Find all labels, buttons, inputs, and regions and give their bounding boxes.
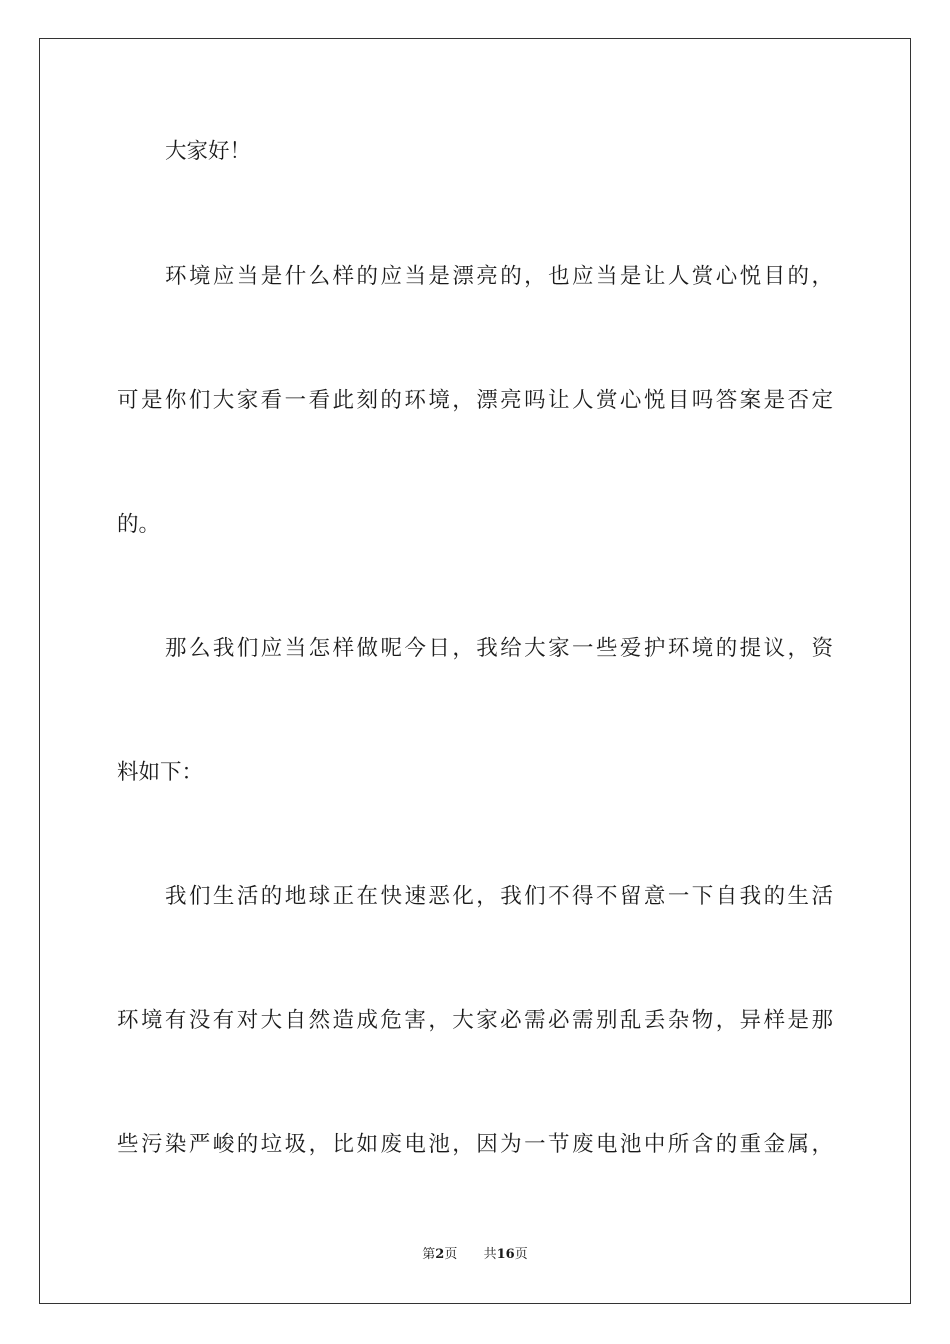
page-footer xyxy=(0,1246,950,1264)
paragraph-3-line-2: 环境有没有对大自然造成危害，大家必需必需别乱丢杂物，异样是那 xyxy=(117,1008,833,1033)
greeting-line: 大家好！ xyxy=(165,139,252,164)
current-page-number: 2 xyxy=(435,1247,445,1262)
total-prefix: 共 xyxy=(483,1247,497,1262)
page-suffix: 页 xyxy=(444,1247,458,1262)
page-number-label xyxy=(422,1246,457,1264)
paragraph-3-line-1: 我们生活的地球正在快速恶化，我们不得不留意一下自我的生活 xyxy=(165,884,833,909)
paragraph-1-line-2: 可是你们大家看一看此刻的环境，漂亮吗让人赏心悦目吗答案是否定 xyxy=(117,388,833,413)
paragraph-2-line-2: 料如下： xyxy=(117,760,204,785)
total-page-count: 16 xyxy=(496,1247,515,1262)
page-prefix: 第 xyxy=(422,1247,436,1262)
page-total-label xyxy=(484,1246,528,1264)
paragraph-3-line-3: 些污染严峻的垃圾，比如废电池，因为一节废电池中所含的重金属， xyxy=(117,1132,833,1157)
page-border xyxy=(39,38,911,1304)
paragraph-1-line-3: 的。 xyxy=(117,512,161,537)
total-suffix: 页 xyxy=(514,1247,528,1262)
paragraph-2-line-1: 那么我们应当怎样做呢今日，我给大家一些爱护环境的提议，资 xyxy=(165,636,833,661)
paragraph-1-line-1: 环境应当是什么样的应当是漂亮的，也应当是让人赏心悦目的， xyxy=(165,264,833,289)
